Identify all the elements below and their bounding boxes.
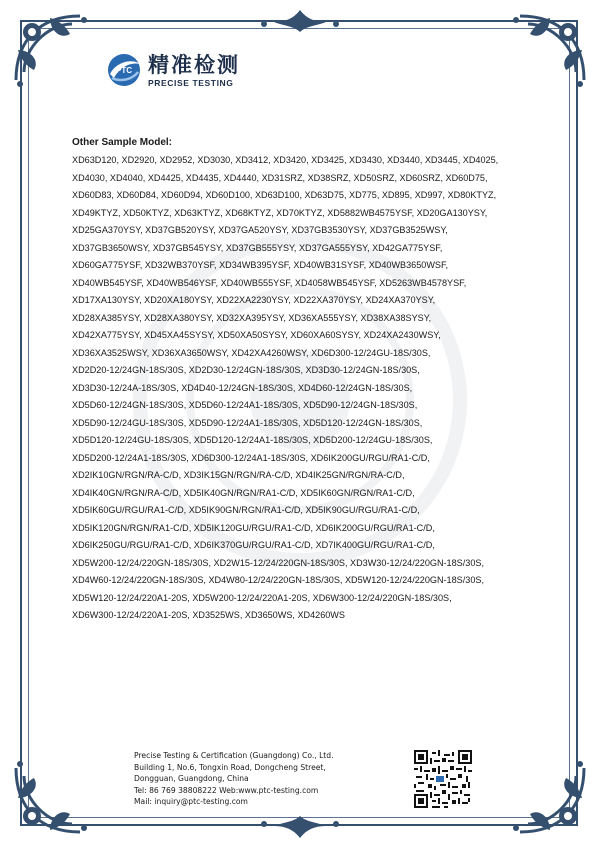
brand-name-cn: 精准检测 xyxy=(148,52,240,77)
address-line-2: Dongguan, Guangdong, China xyxy=(134,774,249,784)
bottom-ornament-icon xyxy=(250,816,350,842)
svg-text:PTC: PTC xyxy=(116,66,132,75)
corner-ornament-icon xyxy=(512,10,590,88)
contact-line: Tel: 86 769 38808222 Web:www.ptc-testing.com xyxy=(134,785,319,795)
corner-ornament-icon xyxy=(10,760,88,838)
top-ornament-icon xyxy=(250,6,350,32)
corner-ornament-icon xyxy=(10,10,88,88)
company-name: Precise Testing & Certification (Guangdong) Co., Ltd. xyxy=(134,751,334,760)
ptc-logo-icon xyxy=(106,52,142,88)
brand-name-en: PRECISE TESTING xyxy=(148,77,234,88)
section-title: Other Sample Model: xyxy=(72,137,173,148)
address-line-1: Building 1, No.6, Tongxin Road, Dongcheng Street, xyxy=(134,762,326,772)
sample-model-section xyxy=(72,137,542,625)
model-list: XD63D120, XD2920, XD2952, XD3030, XD3412, XD3420, XD3425, XD3430, XD3440, XD3445, XD4025, XD4030, XD4040, XD4425, XD4435, XD4440, XD31SRZ, XD38SRZ, XD50SRZ, XD60SRZ, XD60D75, XD60D83, XD60D84, XD60D94, XD60D100, XD63D100, XD63D75, XD775, XD895, XD997, XD80KTYZ, XD49KTYZ, XD50KTYZ, XD63KTYZ, XD68KTYZ, XD70KTYZ, XD5882WB4575YSF, XD20GA130YSY, XD25GA370YSY, XD37GB520YSY, XD37GA520YSY, XD37GB3530YSY, XD37GB3525WSY, XD37GB3650WSY, XD37GB545YSY, XD37GB555YSY, XD37GA555YSY, XD42GA775YSF, XD60GA775YSF, XD32WB370YSF, XD34WB395YSF, XD40WB31SYSF, XD40WB3650WSF, XD40WB545YSF, XD40WB546YSF, XD40WB555YSF, XD4058WB545YSF, XD5263WB4578YSF, XD17XA130YSY, XD20XA180YSY, XD22XA2230YSY, XD22XA370YSY, XD24XA370YSY, XD28XA385YSY, XD28XA380YSY, XD32XA395YSY, XD36XA555YSY, XD38XA38SYSY, XD42XA775YSY, XD45XA45SYSY, XD50XA50SYSY, XD60XA60SYSY, XD24XA2430WSY, XD36XA3525WSY, XD36XA3650WSY, XD42XA4260WSY, XD6D300-12/24GU-18S/30S, XD2D20-12/24GN-18S/30S, XD2D30-12/24GN-18S/30S, XD3D30-12/24GN-18S/30S, XD3D30-12/24A-18S/30S, XD4D40-12/24GN-18S/30S, XD4D60-12/24GN-18S/30S, XD5D60-12/24GN-18S/30S, XD5D60-12/24A1-18S/30S, XD5D90-12/24GN-18S/30S, XD5D90-12/24GU-18S/30S, XD5D90-12/24A1-18S/30S, XD5D120-12/24GN-18S/30S, XD5D120-12/24GU-18S/30S, XD5D120-12/24A1-18S/30S, XD5D200-12/24GU-18S/30S, XD5D200-12/24A1-18S/30S, XD6D300-12/24A1-18S/30S, XD6IK200GU/RGU/RA1-C/D, XD2IK10GN/RGN/RA-C/D, XD3IK15GN/RGN/RA-C/D, XD4IK25GN/RGN/RA-C/D, XD4IK40GN/RGN/RA-C/D, XD5IK40GN/RGN/RA1-C/D, XD5IK60GN/RGN/RA1-C/D, XD5IK60GU/RGU/RA1-C/D, XD5IK90GN/RGN/RA1-C/D, XD5IK90GU/RGU/RA1-C/D, XD5IK120GN/RGN/RA1-C/D, XD5IK120GU/RGU/RA1-C/D, XD6IK200GU/RGU/RA1-C/D, XD6IK250GU/RGU/RA1-C/D, XD6IK370GU/RGU/RA1-C/D, XD7IK400GU/RGU/RA1-C/D, XD5W200-12/24/220GN-18S/30S, XD2W15-12/24/220GN-18S/30S, XD3W30-12/24/220GN-18S/30S, XD4W60-12/24/220GN-18S/30S, XD4W80-12/24/220GN-18S/30S, XD5W120-12/24/220GN-18S/30S, XD5W120-12/24/220A1-20S, XD5W200-12/24/220A1-20S, XD6W300-12/24/220GN-18S/30S, XD6W300-12/24/220A1-20S, XD3525WS, XD3650WS, XD4260WS xyxy=(72,155,499,620)
qr-code-icon xyxy=(414,750,472,808)
mail-line: Mail: inquiry@ptc-testing.com xyxy=(134,797,248,807)
brand-logo xyxy=(106,52,240,88)
corner-ornament-icon xyxy=(512,760,590,838)
company-footer xyxy=(134,750,424,808)
